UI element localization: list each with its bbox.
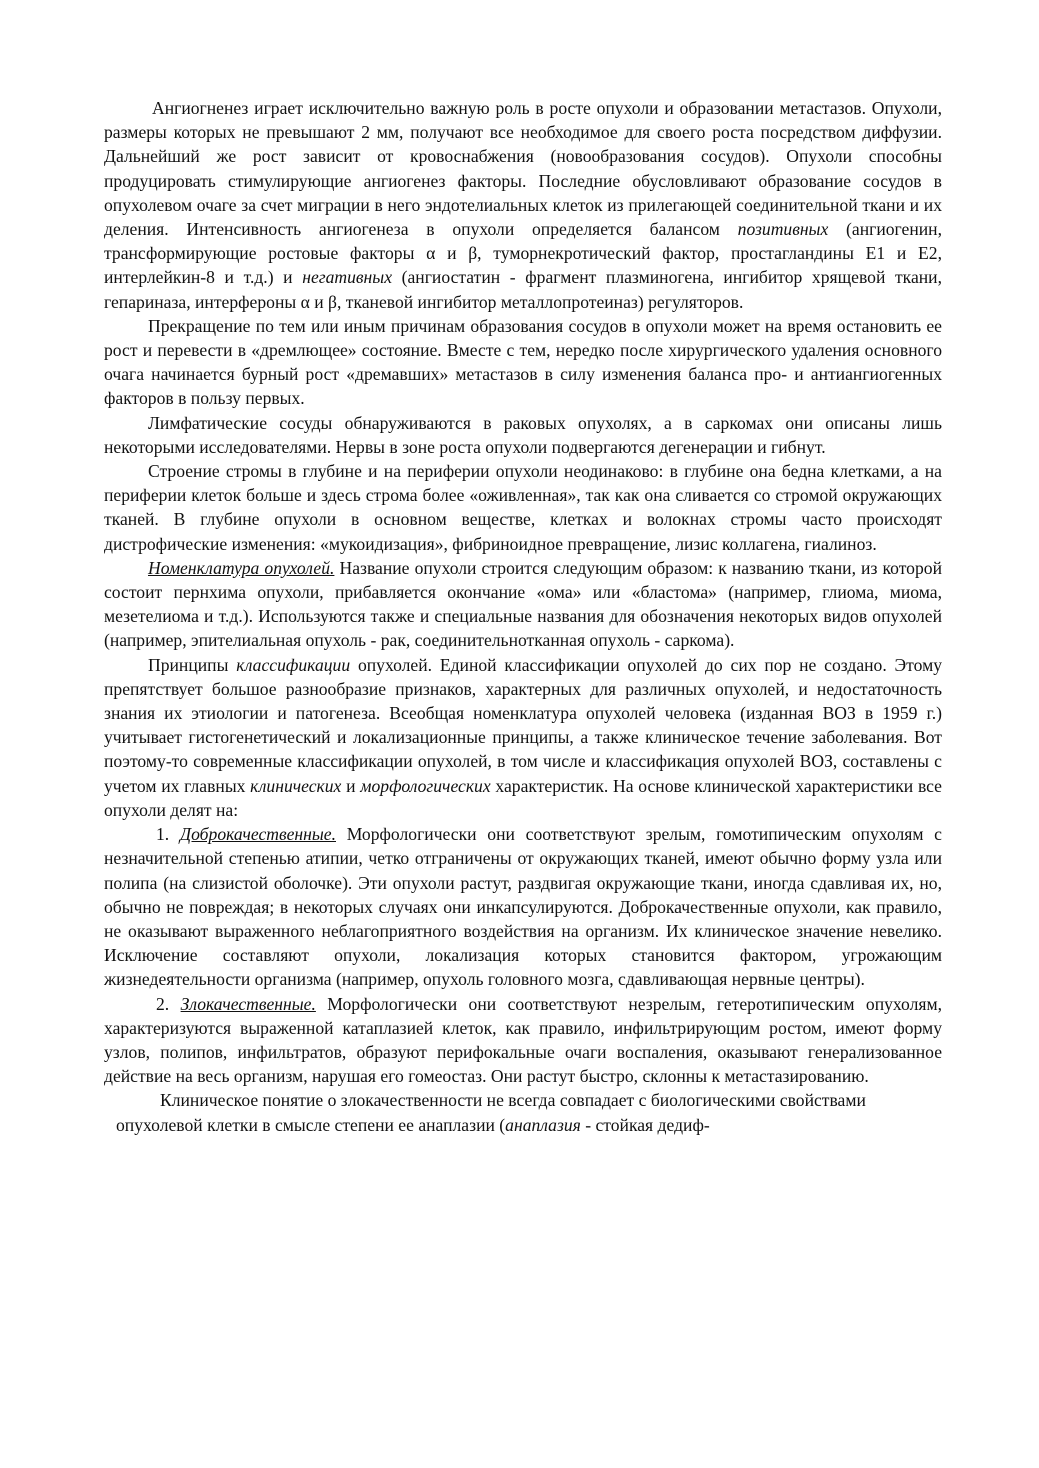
paragraph-stroma-structure [104, 459, 942, 556]
text-run: 1. [156, 824, 180, 845]
list-item-benign [104, 822, 942, 991]
underlined-heading: Номенклатура опухолей. [148, 557, 335, 578]
text-run: (ангиостатин - фрагмент плазминогена, ингибитор хрящевой ткани, гепариназа, интерфероны α и β, тканевой ингибитор металлопротеиназ) регуляторов. [104, 267, 942, 312]
italic-term: клинических [250, 775, 342, 796]
underlined-heading: Доброкачественные. [179, 824, 336, 845]
text-run: Лимфатические сосуды обнаруживаются в раковых опухолях, а в саркомах они описаны лишь некоторыми исследователями. Нервы в зоне роста опухоли подвергаются дегенерации и гибнут. [104, 412, 942, 457]
text-run: Принципы [148, 654, 237, 675]
text-run: Морфологически они соответствуют зрелым, гомотипическим опухолям с незначительной степенью атипии, четко отграничены от окружающих тканей, имеют обычно форму узла или полипа (на слизистой оболочке). Эти опухоли растут, раздвигая окружающие ткани, иногда сдавливая их, но, обычно не повреждая; в некоторых случаях они инкапсулируются. Доброкачественные опухоли, как правило, не оказывают выраженного неблагоприятного воздействия на организм. Их клиническое значение невелико. Исключение составляют опухоли, локализация которых становится фактором, угрожающим жизнедеятельности организма (например, опухоль головного мозга, сдавливающая нервные центры). [104, 824, 942, 990]
paragraph-vessel-cessation [104, 314, 942, 411]
paragraph-lymphatic-vessels [104, 411, 942, 459]
text-run: 2. [156, 993, 181, 1014]
text-run: Клиническое понятие о злокачественности не всегда совпадает с биологическими свойствами опухолевой клетки в смысле степени ее анаплазии ( [116, 1090, 866, 1135]
text-run: Название опухоли строится следующим образом: к названию ткани, из которой состоит пернхима опухоли, прибавляется окончание «ома» или «бластома» (например, глиома, миома, мезетелиома и т.д.). Используются также и специальные названия для обозначения некоторых видов опухолей (например, эпителиальная опухоль - рак, соединительнотканная опухоль - саркома). [104, 557, 942, 651]
underlined-heading: Злокачественные. [180, 993, 316, 1014]
text-run: опухолей. Единой классификации опухолей до сих пор не создано. Этому препятствует большое разнообразие признаков, характерных для различных опухолей, и недостаточность знания их этиологии и патогенеза. Всеобщая номенклатура опухолей человека (изданная ВОЗ в 1959 г.) учитывает гистогенетический и локализационные принципы, а также клиническое течение заболевания. Вот поэтому-то современные классификации опухолей, в том числе и классификация опухолей ВОЗ, составлены с учетом их главных [104, 654, 942, 796]
text-run: Прекращение по тем или иным причинам образования сосудов в опухоли может на время остановить ее рост и перевести в «дремлющее» состояние. Вместе с тем, нередко после хирургического удаления основного очага начинается бурный рост «дремавших» метастазов в силу изменения баланса про- и антиангиогенных факторов в пользу первых. [104, 315, 942, 409]
text-run: Строение стромы в глубине и на периферии опухоли неодинаково: в глубине она бедна клетками, а на периферии клеток больше и здесь строма более «оживленная», так как она сливается со стромой окружающих тканей. В глубине опухоли в основном веществе, клетках и волокнах стромы часто происходят дистрофические изменения: «мукоидизация», фибриноидное превращение, лизис коллагена, гиалиноз. [104, 461, 942, 554]
text-run: Морфологически они соответствуют незрелым, гетеротипическим опухолям, характеризуются выраженной катаплазией клеток, как правило, инфильтрирующим ростом, имеют форму узлов, полипов, инфильтратов, образуют перифокальные очаги воспаления, оказывают генерализованное действие на весь организм, нарушая его гомеостаз. Они растут быстро, склонны к метастазированию. [104, 993, 942, 1087]
text-run: характеристик. На основе клинической характеристики все опухоли делят на: [104, 775, 942, 820]
document-page [104, 96, 942, 1137]
text-run: и [341, 775, 361, 796]
text-run: (ангиогенин, трансформирующие ростовые факторы α и β, туморнекротический фактор, простагландины Е1 и Е2, интерлейкин-8 и т.д.) и [104, 219, 942, 288]
italic-term: морфологических [360, 775, 491, 796]
paragraph-tumor-nomenclature [104, 556, 942, 653]
paragraph-classification-principles [104, 653, 942, 822]
italic-term: классификации [236, 654, 351, 675]
italic-term: негативных [302, 267, 393, 288]
text-run: - стойкая дедиф- [580, 1114, 710, 1135]
italic-term: позитивных [737, 219, 829, 240]
italic-term: анаплазия [505, 1114, 581, 1135]
paragraph-clinical-malignancy [104, 1088, 942, 1136]
list-item-malignant [104, 992, 942, 1089]
paragraph-angiogenesis [104, 96, 942, 314]
text-run: Ангиогненез играет исключительно важную роль в росте опухоли и образовании метастазов. Опухоли, размеры которых не превышают 2 мм, получают все необходимое для своего роста посредством диффузии. Дальнейший же рост зависит от кровоснабжения (новообразования сосудов). Опухоли способны продуцировать стимулирующие ангиогенез факторы. Последние обусловливают образование сосудов в опухолевом очаге за счет миграции в него эндотелиальных клеток из прилегающей соединительной ткани и их деления. Интенсивность ангиогенеза в опухоли определяется балансом [104, 98, 942, 240]
